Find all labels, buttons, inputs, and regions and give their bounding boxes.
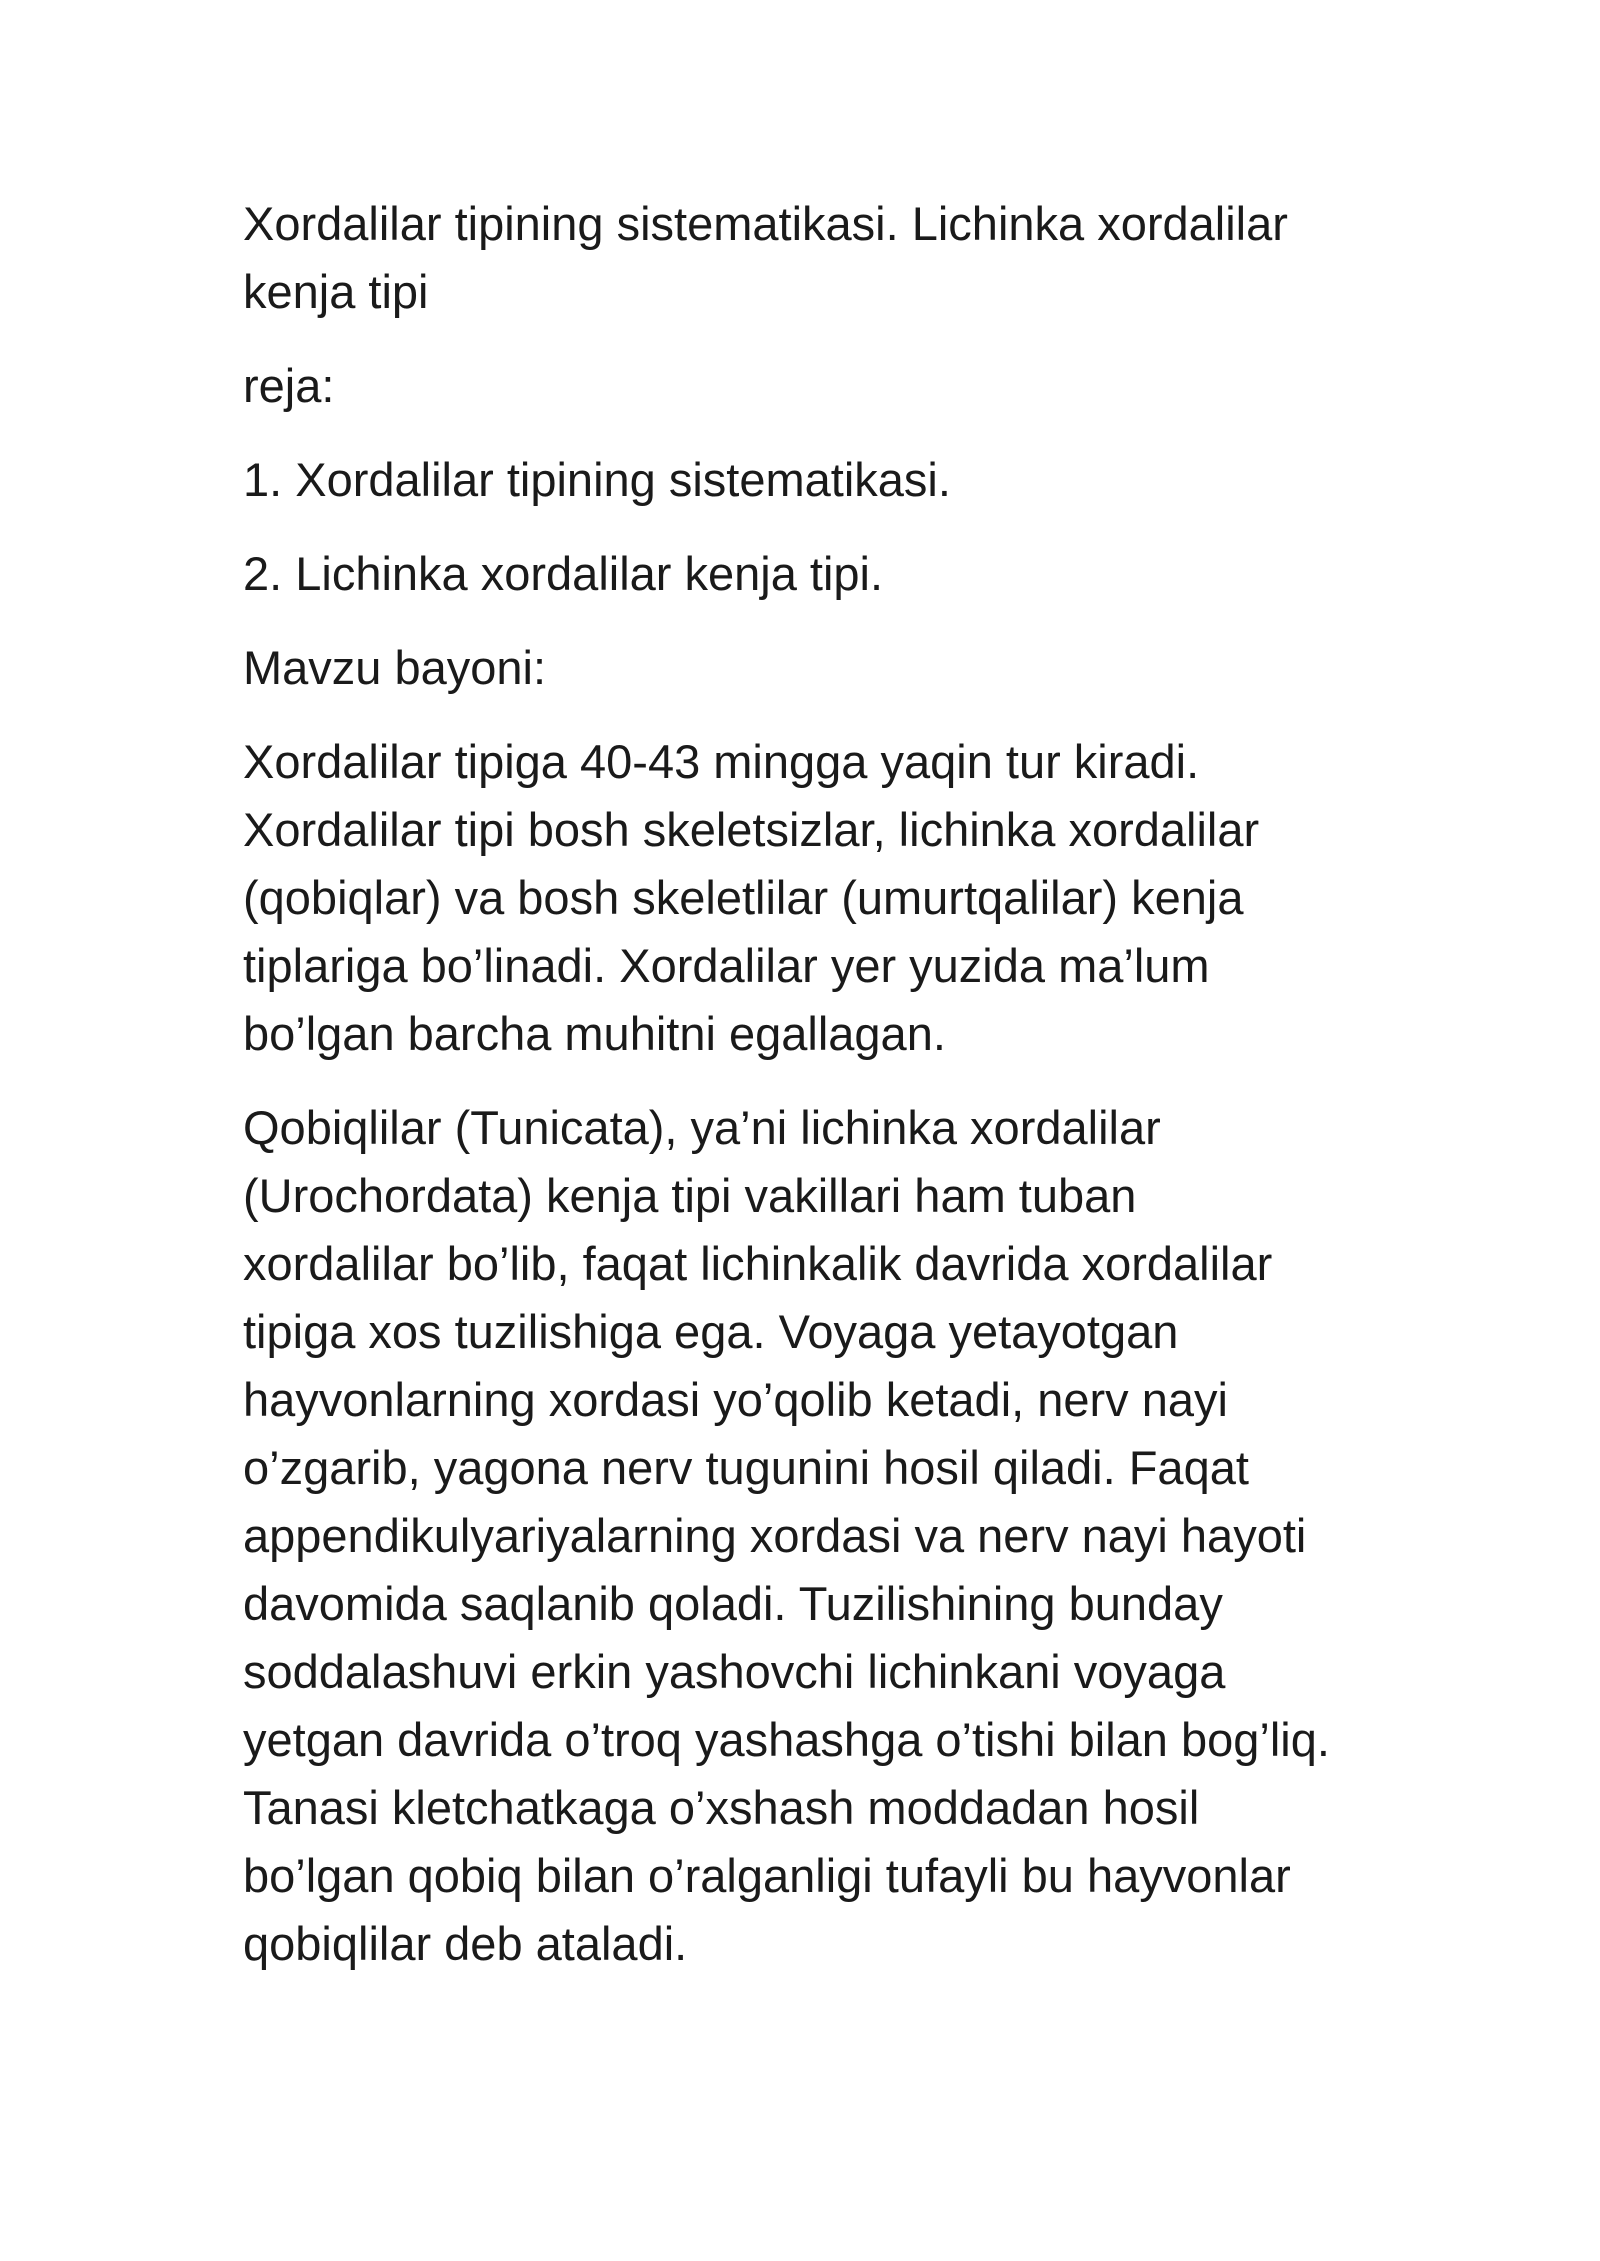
plan-label: reja: (243, 359, 335, 412)
section-label: Mavzu bayoni: (243, 641, 547, 694)
document-title: Xordalilar tipining sistematikasi. Lichinka xordalilar kenja tipi (243, 197, 1288, 318)
paragraph-2: Qobiqlilar (Tunicata), ya’ni lichinka xordalilar (Urochordata) kenja tipi vakillari ham tuban xordalilar bo’lib, faqat lichinkalik davrida xordalilar tipiga xos tuzilishiga ega. Voyaga yetayotgan hayvonlarning xordasi yo’qolib ketadi, nerv nayi o’zgarib, yagona nerv tugunini hosil qiladi. Faqat appendikulyariyalarning xordasi va nerv nayi hayoti davomida saqlanib qoladi. Tuzilishining bunday soddalashuvi erkin yashovchi lichinkani voyaga yetgan davrida o’troq yashashga o’tishi bilan bog’liq. Tanasi kletchatkaga o’xshash moddadan hosil bo’lgan qobiq bilan o’ralganligi tufayli bu hayvonlar qobiqlilar deb ataladi. (243, 1101, 1330, 1970)
paragraph-1: Xordalilar tipiga 40-43 mingga yaqin tur kiradi. Xordalilar tipi bosh skeletsizlar, lichinka xordalilar (qobiqlar) va bosh skeletlilar (umurtqalilar) kenja tiplariga bo’linadi. Xordalilar yer yuzida ma’lum bo’lgan barcha muhitni egallagan. (243, 735, 1260, 1060)
plan-item-1: 1. Xordalilar tipining sistematikasi. (243, 453, 951, 506)
document-body (243, 190, 1383, 2004)
plan-item-2: 2. Lichinka xordalilar kenja tipi. (243, 547, 884, 600)
